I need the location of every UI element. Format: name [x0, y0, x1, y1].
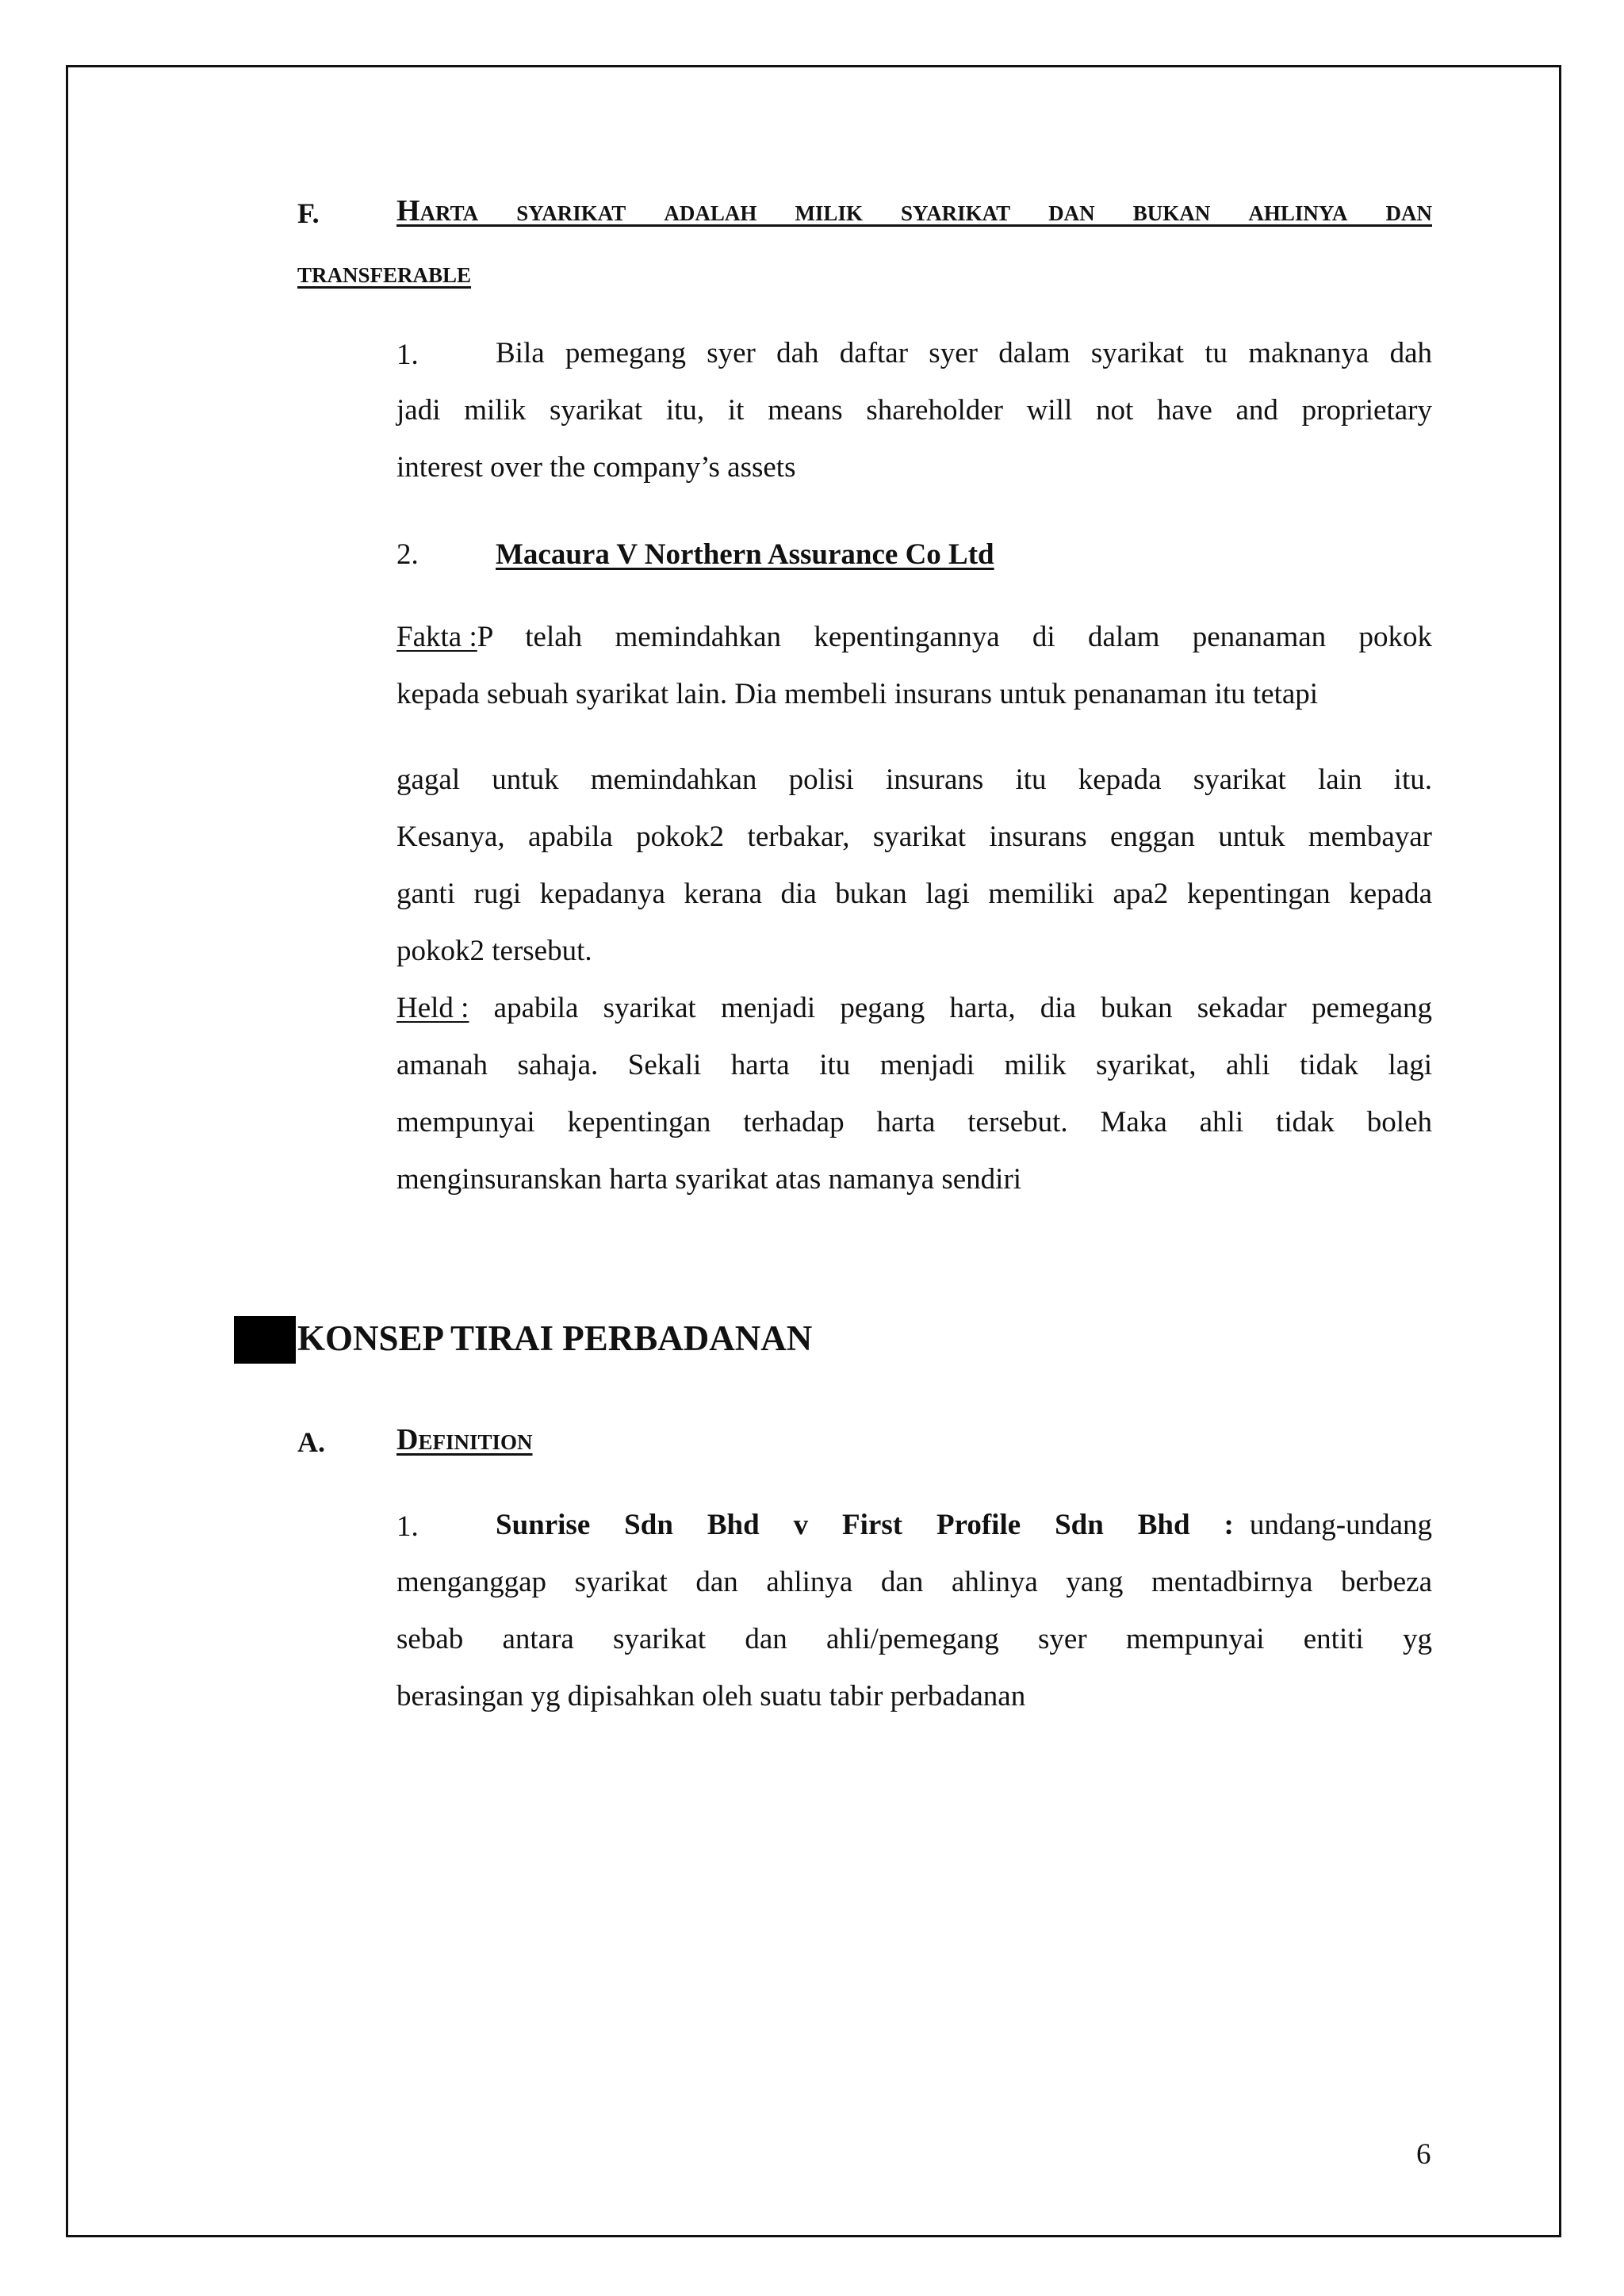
fakta-line1-text: P telah memindahkan kepentingannya di dalam penanaman pokok — [477, 621, 1432, 653]
fakta-line1 — [396, 609, 1432, 666]
case-title-macaura: Macaura V Northern Assurance Co Ltd — [496, 538, 994, 571]
sunrise-line4: berasingan yg dipisahkan oleh suatu tabir perbadanan — [396, 1680, 1026, 1712]
fakta-line5: ganti rugi kepadanya kerana dia bukan lagi memiliki apa2 kepentingan kepada — [396, 878, 1432, 910]
held-line1-text: apabila syarikat menjadi pegang harta, dia bukan sekadar pemegang — [469, 992, 1432, 1024]
redaction-block — [234, 1316, 296, 1364]
section-a-title: Definition — [396, 1423, 533, 1456]
fakta-line6: pokok2 tersebut. — [396, 935, 592, 967]
held-line4: menginsuranskan harta syarikat atas namanya sendiri — [396, 1163, 1022, 1196]
section-heading: KONSEP TIRAI PERBADANAN — [297, 1318, 813, 1358]
item-number: 1. — [396, 1510, 419, 1543]
item1-line3: interest over the company’s assets — [396, 451, 796, 484]
item1-line1: Bila pemegang syer dah daftar syer dalam syarikat tu maknanya dah — [496, 337, 1432, 369]
section-f-letter: F. — [297, 197, 320, 229]
fakta-line2: kepada sebuah syarikat lain. Dia membeli insurans untuk penanaman itu tetapi — [396, 678, 1319, 710]
held-line3: mempunyai kepentingan terhadap harta tersebut. Maka ahli tidak boleh — [396, 1106, 1432, 1138]
section-f-title-line2: transferable — [297, 256, 472, 289]
section-a-letter: A. — [297, 1426, 325, 1458]
page-number: 6 — [1416, 2138, 1431, 2171]
fakta-line4: Kesanya, apabila pokok2 terbakar, syarikat insurans enggan untuk membayar — [396, 821, 1432, 853]
held-line2: amanah sahaja. Sekali harta itu menjadi milik syarikat, ahli tidak lagi — [396, 1049, 1432, 1081]
fakta-label: Fakta : — [396, 621, 477, 653]
sunrise-line3: sebab antara syarikat dan ahli/pemegang syer mempunyai entiti yg — [396, 1623, 1432, 1655]
sunrise-line1 — [496, 1497, 1432, 1554]
held-line1 — [396, 980, 1432, 1037]
item1-line2: jadi milik syarikat itu, it means shareholder will not have and proprietary — [396, 394, 1432, 427]
item-number: 2. — [396, 538, 419, 571]
sunrise-line1-rest: undang-undang — [1249, 1509, 1432, 1541]
case-title-sunrise: Sunrise Sdn Bhd v First Profile Sdn Bhd : — [496, 1509, 1234, 1541]
held-label: Held : — [396, 992, 469, 1024]
fakta-line3: gagal untuk memindahkan polisi insurans itu kepada syarikat lain itu. — [396, 763, 1432, 796]
item-number: 1. — [396, 339, 419, 371]
sunrise-line2: menganggap syarikat dan ahlinya dan ahlinya yang mentadbirnya berbeza — [396, 1566, 1432, 1598]
section-f-title-line1: Harta syarikat adalah milik syarikat dan bukan ahlinya dan — [396, 194, 1432, 228]
